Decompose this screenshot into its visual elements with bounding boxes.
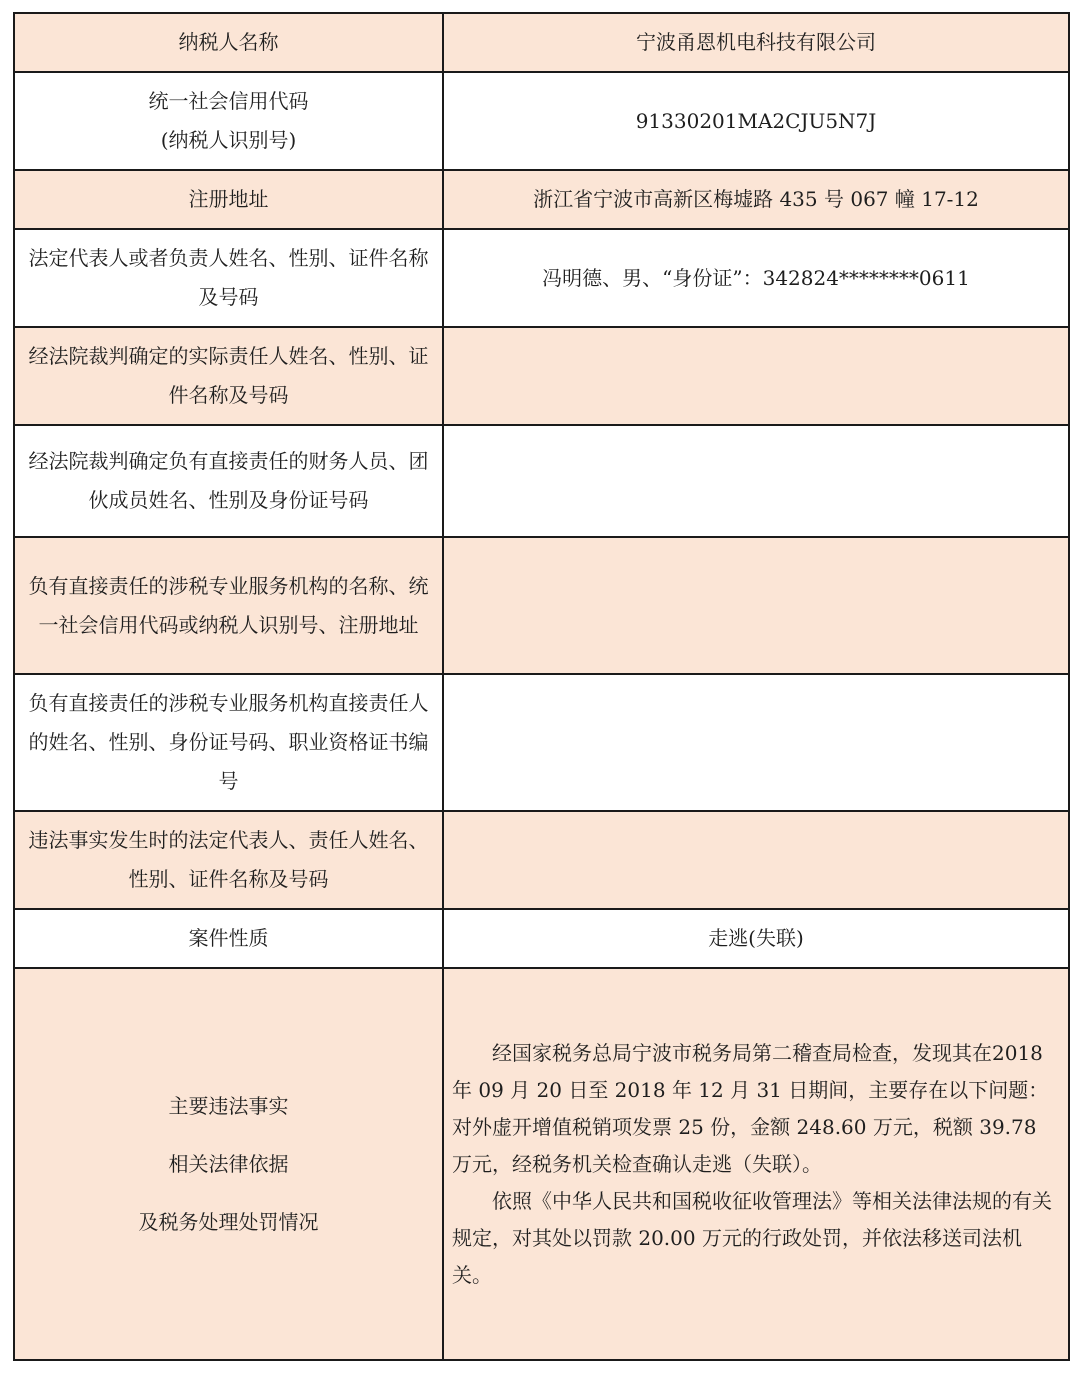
value-legal-representative: 冯明德、男、“身份证”：342824********0611 <box>443 229 1069 327</box>
label-credit-code <box>14 72 443 170</box>
row-taxpayer-name <box>14 13 1069 72</box>
value-credit-code: 91330201MA2CJU5N7J <box>443 72 1069 170</box>
label-tax-agency: 负有直接责任的涉税专业服务机构的名称、统一社会信用代码或纳税人识别号、注册地址 <box>14 537 443 674</box>
facts-paragraph-2: 依照《中华人民共和国税收征收管理法》等相关法律法规的有关规定，对其处以罚款 20.00 万元的行政处罚，并依法移送司法机关。 <box>452 1188 1052 1287</box>
row-tax-agency <box>14 537 1069 674</box>
row-credit-code <box>14 72 1069 170</box>
value-tax-agency <box>443 537 1069 674</box>
label-finance-staff: 经法院裁判确定负有直接责任的财务人员、团伙成员姓名、性别及身份证号码 <box>14 425 443 537</box>
row-finance-staff <box>14 425 1069 537</box>
row-tax-agency-person <box>14 674 1069 811</box>
value-actual-responsible-person <box>443 327 1069 425</box>
row-main-facts <box>14 968 1069 1360</box>
row-legal-representative <box>14 229 1069 327</box>
value-case-nature: 走逃(失联) <box>443 909 1069 968</box>
label-main-facts <box>14 968 443 1360</box>
label-credit-code-line2: (纳税人识别号) <box>160 128 297 152</box>
label-violation-representative: 违法事实发生时的法定代表人、责任人姓名、性别、证件名称及号码 <box>14 811 443 909</box>
row-violation-representative <box>14 811 1069 909</box>
facts-paragraph-1: 经国家税务总局宁波市税务局第二稽查局检查，发现其在2018 年 09 月 20 日至 2018 年 12 月 31 日期间，主要存在以下问题：对外虚开增值税销项发票 25 份，金额 248.60 万元，税额 39.78 万元，经税务机关检查确认走逃（失联）。 <box>452 1040 1049 1176</box>
label-registered-address: 注册地址 <box>14 170 443 229</box>
label-tax-agency-person: 负有直接责任的涉税专业服务机构直接责任人的姓名、性别、身份证号码、职业资格证书编号 <box>14 674 443 811</box>
row-actual-responsible-person <box>14 327 1069 425</box>
taxpayer-info-table <box>13 12 1070 1361</box>
label-legal-representative: 法定代表人或者负责人姓名、性别、证件名称及号码 <box>14 229 443 327</box>
label-actual-responsible-person: 经法院裁判确定的实际责任人姓名、性别、证件名称及号码 <box>14 327 443 425</box>
value-tax-agency-person <box>443 674 1069 811</box>
label-taxpayer-name: 纳税人名称 <box>14 13 443 72</box>
label-main-facts-line1: 主要违法事实 <box>168 1094 289 1118</box>
row-case-nature <box>14 909 1069 968</box>
value-violation-representative <box>443 811 1069 909</box>
value-registered-address: 浙江省宁波市高新区梅墟路 435 号 067 幢 17-12 <box>443 170 1069 229</box>
value-main-facts <box>443 968 1069 1360</box>
label-main-facts-line3: 及税务处理处罚情况 <box>138 1210 319 1234</box>
row-registered-address <box>14 170 1069 229</box>
label-credit-code-line1: 统一社会信用代码 <box>148 89 309 113</box>
label-case-nature: 案件性质 <box>14 909 443 968</box>
label-main-facts-line2: 相关法律依据 <box>168 1152 289 1176</box>
value-taxpayer-name: 宁波甬恩机电科技有限公司 <box>443 13 1069 72</box>
value-finance-staff <box>443 425 1069 537</box>
